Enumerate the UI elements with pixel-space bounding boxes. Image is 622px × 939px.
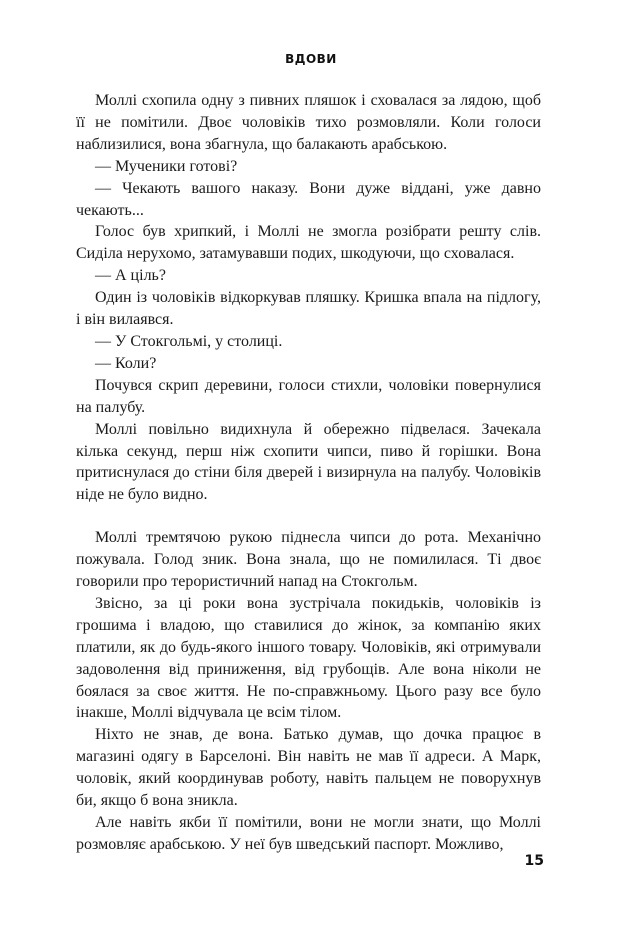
paragraph: Моллі тремтячою рукою піднесла чипси до рота. Механічно пожувала. Голод зник. Вона знала, що не помилилася. Ті двоє говорили про терористичний напад на Стокгольм. <box>76 529 541 591</box>
paragraph: Один із чоловіків відкоркував пляшку. Кришка впала на підлогу, і він вилаявся. <box>76 289 541 329</box>
paragraph: — Чекають вашого наказу. Вони дуже віддані, уже давно чекають... <box>76 179 541 219</box>
paragraph: Ніхто не знав, де вона. Батько думав, що дочка працює в магазині одягу в Барселоні. Він навіть не мав її адреси. А Марк, чоловік, який координував роботу, навіть пальцем не поворухнув би, якщо б вона зникла. <box>76 726 541 810</box>
paragraph: — Мученики готові? <box>95 157 238 175</box>
paragraph: — Коли? <box>95 354 157 372</box>
paragraph: Моллі повільно видихнула й обережно підвелася. Зачекала кілька секунд, перш ніж схопити чипси, пиво й горішки. Вона притиснулася до стіни біля дверей і визирнула на палубу. Чоловіків ніде не було видно. <box>76 420 541 504</box>
paragraph: — А ціль? <box>95 267 166 285</box>
running-title: ВДОВИ <box>285 52 337 66</box>
body-text <box>76 90 541 856</box>
page-number: 15 <box>524 853 544 869</box>
paragraph: Звісно, за ці роки вона зустрічала покидьків, чоловіків із грошима і владою, що ставилися до жінок, за компанію яких платили, як до будь-якого іншого товару. Чоловіків, які отримували задоволення від приниження, від грубощів. Але вона ніколи не боялася за своє життя. Не по-справжньому. Цього разу все було інакше, Моллі відчувала це всім тілом. <box>76 594 541 722</box>
paragraph: — У Стокгольмі, у столиці. <box>95 332 283 350</box>
paragraph: Голос був хрипкий, і Моллі не змогла розібрати решту слів. Сиділа нерухомо, затамувавши подих, шкодуючи, що сховалася. <box>76 223 541 263</box>
paragraph: Моллі схопила одну з пивних пляшок і сховалася за лядою, щоб її не помітили. Двоє чоловіків тихо розмовляли. Коли голоси наблизилися, вона збагнула, що балакають арабською. <box>76 92 541 153</box>
paragraph: Почувся скрип деревини, голоси стихли, чоловіки повернулися на палубу. <box>76 376 541 416</box>
running-header <box>0 52 622 66</box>
paragraph: Але навіть якби її помітили, вони не могли знати, що Моллі розмовляє арабською. У неї був шведський паспорт. Можливо, <box>76 814 541 853</box>
section-break <box>76 506 541 527</box>
